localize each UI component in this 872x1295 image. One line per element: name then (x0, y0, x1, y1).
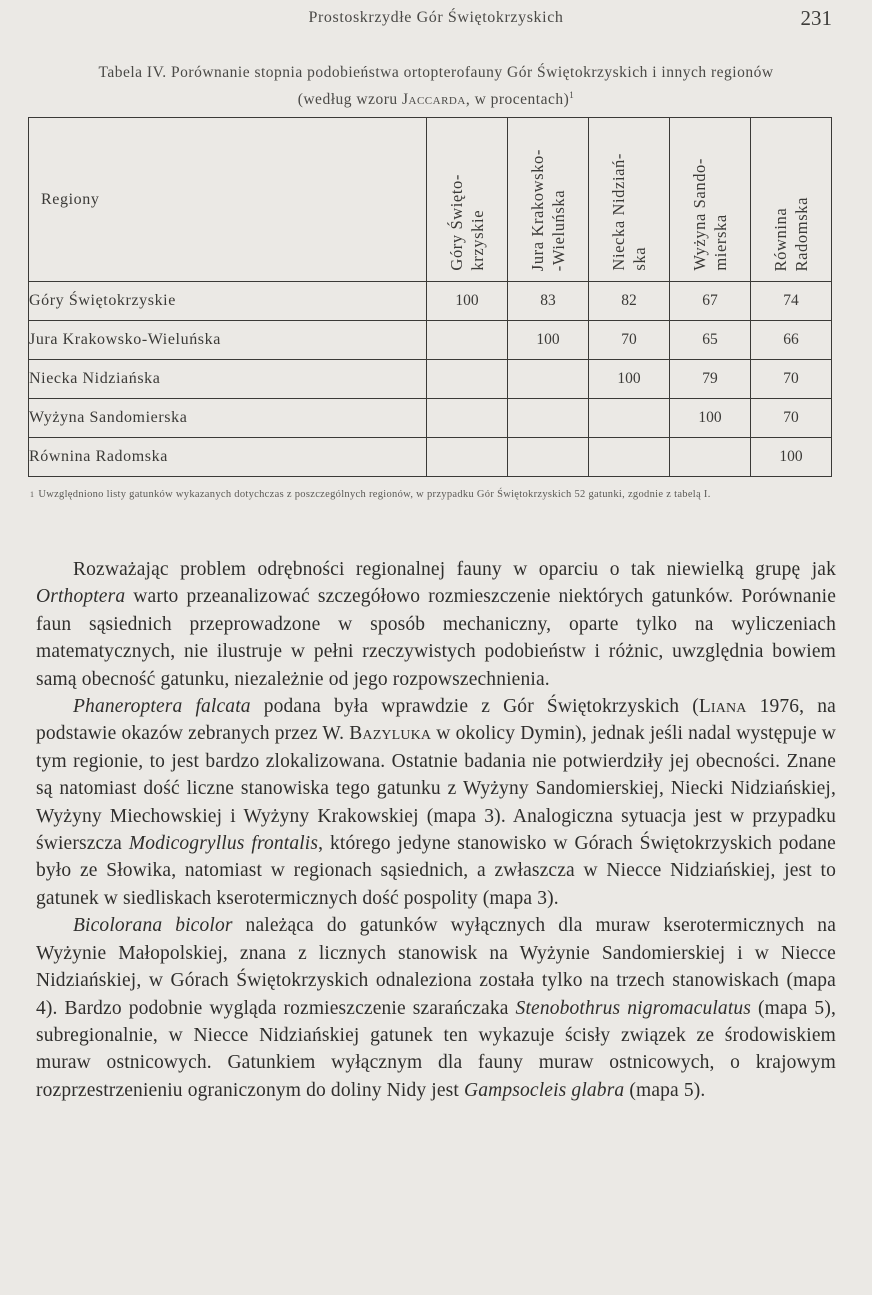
table-header-row (29, 118, 832, 282)
caption-text-pre: (według wzoru (297, 91, 402, 109)
text-run: 1976, na podstawie okazów zebranych przez W. (36, 696, 836, 745)
table-cell: 70 (589, 321, 670, 360)
similarity-table (28, 117, 832, 477)
author-name: Liana (698, 696, 747, 718)
table-cell: 70 (751, 399, 832, 438)
table-cell: 66 (751, 321, 832, 360)
corner-label: Regiony (41, 190, 100, 208)
paragraph (36, 556, 836, 693)
text-run: należąca do gatunków wyłącznych dla muraw kserotermicznych na Wyżynie Małopolskiej, znana z licznych stanowisk na Wyżynie Sandomierskiej i w Niecce Nidziańskiej, w Górach Świętokrzyskich odnaleziona została tylko na trzech stanowiskach (mapa 4). Bardzo podobnie wygląda rozmieszczenie szarańczaka (36, 915, 836, 1019)
table-caption (30, 62, 842, 111)
text-run: Rozważając problem odrębności regionalnej fauny w oparciu o tak niewielką grupę jak (73, 559, 836, 580)
caption-text-post: , w procentach) (465, 91, 570, 109)
table-cell: 100 (508, 321, 589, 360)
column-header-line: Wyżyna Sando- (690, 158, 709, 271)
table-cell (508, 360, 589, 399)
column-header (508, 118, 589, 282)
footnote-text: Uwzględniono listy gatunków wykazanych dotychczas z poszczególnych regionów, w przypadku Gór Świętokrzyskich 52 gatunki, zgodnie z tabelą I. (38, 489, 711, 500)
row-label: Niecka Nidziańska (29, 360, 427, 399)
caption-footnote-mark: 1 (569, 90, 575, 100)
column-header-line: -Wieluńska (549, 189, 568, 271)
table-cell: 79 (670, 360, 751, 399)
row-label: Góry Świętokrzyskie (29, 282, 427, 321)
table-cell: 100 (670, 399, 751, 438)
table-cell: 65 (670, 321, 751, 360)
table-cell: 70 (751, 360, 832, 399)
row-label: Równina Radomska (29, 438, 427, 477)
column-header (751, 118, 832, 282)
author-name: Bazyluka (349, 723, 432, 745)
page-number: 231 (800, 6, 832, 30)
body-text (36, 556, 836, 1104)
column-header-line: Równina (771, 207, 790, 271)
column-header-line: Góry Święto- (447, 174, 466, 271)
taxon-name: Bicolorana bicolor (73, 915, 233, 937)
table-cell: 83 (508, 282, 589, 321)
table-cell (427, 321, 508, 360)
table-cell: 82 (589, 282, 670, 321)
taxon-name: Stenobothrus nigromaculatus (515, 997, 752, 1019)
table-cell: 100 (589, 360, 670, 399)
table-cell: 100 (751, 438, 832, 477)
table-footnote (30, 487, 842, 503)
row-label: Wyżyna Sandomierska (29, 399, 427, 438)
corner-cell (29, 118, 427, 282)
column-header (589, 118, 670, 282)
table-cell (589, 399, 670, 438)
column-header (670, 118, 751, 282)
table-row (29, 360, 832, 399)
taxon-name: Gampsocleis glabra (464, 1079, 625, 1101)
table-cell (427, 360, 508, 399)
taxon-name: Orthoptera (36, 586, 126, 608)
table-cell: 67 (670, 282, 751, 321)
taxon-name: Phaneroptera falcata (73, 696, 251, 718)
row-label: Jura Krakowsko-Wieluńska (29, 321, 427, 360)
table-row (29, 399, 832, 438)
paragraph (36, 912, 836, 1104)
running-title: Prostoskrzydłe Gór Świętokrzyskich (308, 9, 564, 26)
text-run: warto przeanalizować szczegółowo rozmieszczenie niektórych gatunków. Porównanie faun sąsiednich przeprowadzone w sposób mechaniczny, oparte tylko na wyliczeniach matematycznych, nie ilustruje w pełni rzeczywistych podobieństw i różnic, uwzględnia bowiem samą obecność gatunku, niezależnie od jego rozpowszechnienia. (36, 586, 836, 690)
text-run: (mapa 5), subregionalnie, w Niecce Nidziańskiej gatunek ten wykazuje ścisły związek ze środowiskiem muraw ostnicowych. Gatunkiem wyłącznym dla fauny muraw ostnicowych, o krajowym rozprzestrzenieniu ograniczonym do doliny Nidy jest (36, 997, 836, 1101)
table-cell (670, 438, 751, 477)
table-cell (427, 399, 508, 438)
text-run: (mapa 5). (624, 1079, 706, 1101)
table-row (29, 282, 832, 321)
text-run: w okolicy Dymin), jednak jeśli nadal występuje w tym regionie, to jest bardzo zlokalizowana. Ostatnie badania nie potwierdziły jej obecności. Znane są natomiast dość liczne stanowiska tego gatunku z Wyżyny Sandomierskiej, Niecki Nidziańskiej, Wyżyny Miechowskiej i Wyżyny Krakowskiej (mapa 3). Analogiczna sytuacja jest w przypadku świerszcza (36, 723, 836, 855)
taxon-name: Modicogryllus frontalis (128, 833, 319, 855)
table-cell (427, 438, 508, 477)
caption-line-2 (30, 84, 842, 111)
table-cell (508, 399, 589, 438)
text-run: , którego jedyne stanowisko w Górach Świętokrzyskich podane było ze Słowika, natomiast w regionach sąsiednich, a zwłaszcza w Niecce Nidziańskiej, jest to gatunek w siedliskach kserotermicznych dość pospolity (mapa 3). (36, 833, 836, 909)
table-cell: 74 (751, 282, 832, 321)
table-cell (589, 438, 670, 477)
column-header-line: Niecka Nidziań- (609, 153, 628, 271)
running-head (0, 6, 872, 32)
column-header-line: mierska (711, 214, 730, 271)
column-header (427, 118, 508, 282)
table-cell: 100 (427, 282, 508, 321)
column-header-line: Jura Krakowsko- (528, 148, 547, 271)
caption-line-1: Tabela IV. Porównanie stopnia podobieństwa ortopterofauny Gór Świętokrzyskich i innych regionów (98, 64, 774, 81)
column-header-line: ska (630, 247, 649, 271)
column-header-line: Radomska (792, 196, 811, 271)
column-header-line: krzyskie (468, 210, 487, 271)
table-row (29, 321, 832, 360)
table-cell (508, 438, 589, 477)
footnote-mark: 1 (30, 490, 35, 499)
paragraph (36, 693, 836, 912)
table-row (29, 438, 832, 477)
caption-author: Jaccarda (401, 91, 466, 109)
text-run: podana była wprawdzie z Gór Świętokrzyskich ( (250, 696, 699, 718)
